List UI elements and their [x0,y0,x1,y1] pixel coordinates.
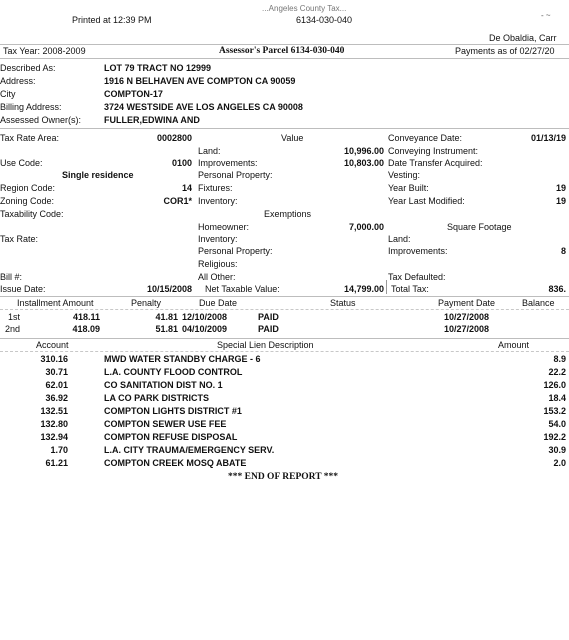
lien-description: L.A. COUNTY FLOOD CONTROL [104,367,243,377]
lien-account: 1.70 [50,445,68,455]
installment-header-due-date: Due Date [199,298,238,308]
year-built-value: 19 [555,183,566,193]
lien-amount: 126.0 [543,380,566,390]
conveyance-date-value: 01/13/19 [530,133,566,143]
square-footage-heading: Square Footage [447,222,512,232]
installment-header-status: Status [330,298,356,308]
date-transfer-label: Date Transfer Acquired: [388,158,483,168]
sqft-improvements-value: 8 [560,246,566,256]
use-code-value: 0100 [171,158,192,168]
payments-as-of: Payments as of 02/27/20 [455,46,555,56]
lien-description: MWD WATER STANDBY CHARGE - 6 [104,354,261,364]
lien-header-rule [0,351,569,352]
lien-header-account: Account [36,340,69,350]
corner-mark: - ~ [541,11,551,20]
vesting-label: Vesting: [388,170,421,180]
lien-header-amount: Amount [498,340,530,350]
installment-header-penalty: Penalty [131,298,162,308]
bill-number-label: Bill #: [0,272,23,282]
zoning-code-label: Zoning Code: [0,196,55,206]
installment-header-rule [0,309,569,310]
described-as-label: Described As: [0,63,56,73]
title-rule-top [0,44,569,45]
use-code-label: Use Code: [0,158,43,168]
region-code-value: 14 [181,183,192,193]
religious-label: Religious: [198,259,238,269]
lien-amount: 30.9 [548,445,566,455]
net-taxable-value: 14,799.00 [343,284,384,294]
lien-description: COMPTON SEWER USE FEE [104,419,227,429]
issue-date-value: 10/15/2008 [146,284,192,294]
fixtures-label: Fixtures: [198,183,233,193]
net-taxable-label: Net Taxable Value: [205,284,280,294]
installment-due-date: 12/10/2008 [182,312,228,322]
lien-description: CO SANITATION DIST NO. 1 [104,380,223,390]
lien-amount: 22.2 [548,367,566,377]
lien-amount: 2.0 [553,458,566,468]
homeowner-label: Homeowner: [198,222,250,232]
address-value: 1916 N BELHAVEN AVE COMPTON CA 90059 [104,76,296,86]
tax-rate-area-label: Tax Rate Area: [0,133,60,143]
personal-property-label: Personal Property: [198,170,273,180]
tax-defaulted-label: Tax Defaulted: [388,272,446,282]
lien-account: 61.21 [45,458,68,468]
owners-label: Assessed Owner(s): [0,115,82,125]
owners-value: FULLER,EDWINA AND [104,115,200,125]
installment-rule-top [0,296,569,297]
lien-account: 132.94 [40,432,68,442]
property-rule [0,128,569,129]
billing-address-value: 3724 WESTSIDE AVE LOS ANGELES CA 90008 [104,102,303,112]
lien-account: 132.51 [40,406,68,416]
installment-amount: 418.09 [72,324,100,334]
zoning-code-value: COR1* [163,196,192,206]
sqft-land-label: Land: [388,234,411,244]
installment-penalty: 51.81 [155,324,178,334]
county-header-cut: ...Angeles County Tax... [262,4,347,13]
lien-amount: 54.0 [548,419,566,429]
installment-header-amount: Installment Amount [17,298,94,308]
lien-amount: 153.2 [543,406,566,416]
city-value: COMPTON-17 [104,89,163,99]
installment-header-balance: Balance [522,298,555,308]
lien-description: L.A. CITY TRAUMA/EMERGENCY SERV. [104,445,275,455]
described-as-value: LOT 79 TRACT NO 12999 [104,63,212,73]
assessor-parcel-title: Assessor's Parcel 6134-030-040 [219,46,345,56]
lien-description: LA CO PARK DISTRICTS [104,393,209,403]
exempt-personal-property-label: Personal Property: [198,246,273,256]
improvements-value: 10,803.00 [343,158,384,168]
lien-amount: 192.2 [543,432,566,442]
all-other-label: All Other: [198,272,236,282]
value-heading: Value [281,133,304,143]
lien-account: 62.01 [45,380,68,390]
installment-number: 2nd [4,324,20,334]
installment-status: PAID [258,324,279,334]
use-code-description: Single residence [62,170,134,180]
region-code-label: Region Code: [0,183,56,193]
conveying-instrument-label: Conveying Instrument: [388,146,479,156]
tax-year: Tax Year: 2008-2009 [3,46,86,56]
inventory-label: Inventory: [198,196,238,206]
title-rule-bottom [0,58,569,59]
issue-date-label: Issue Date: [0,284,46,294]
parcel-number-top: 6134-030-040 [296,15,353,25]
installment-payment-date: 10/27/2008 [444,324,490,334]
installment-amount: 418.11 [72,312,100,322]
billing-address-label: Billing Address: [0,102,62,112]
installment-payment-date: 10/27/2008 [444,312,490,322]
lien-rule-top [0,338,569,339]
city-label: City [0,89,16,99]
tax-rate-label: Tax Rate: [0,234,39,244]
installment-due-date: 04/10/2009 [182,324,228,334]
lien-amount: 18.4 [548,393,566,403]
lien-header-description: Special Lien Description [217,340,314,350]
year-last-modified-label: Year Last Modified: [388,196,465,206]
lien-amount: 8.9 [553,354,566,364]
lien-account: 132.80 [40,419,68,429]
total-tax-label: Total Tax: [391,284,429,294]
year-last-modified-value: 19 [555,196,566,206]
year-built-label: Year Built: [388,183,429,193]
total-tax-divider [386,280,387,294]
exempt-inventory-label: Inventory: [198,234,238,244]
total-tax-value: 836. [548,284,566,294]
lien-description: COMPTON REFUSE DISPOSAL [104,432,238,442]
installment-penalty: 41.81 [155,312,178,322]
installment-number: 1st [7,312,20,322]
land-value: 10,996.00 [343,146,384,156]
lien-description: COMPTON LIGHTS DISTRICT #1 [104,406,242,416]
lien-account: 310.16 [40,354,68,364]
address-label: Address: [0,76,36,86]
taxability-code-label: Taxability Code: [0,209,64,219]
end-of-report: *** END OF REPORT *** [228,472,338,482]
homeowner-value: 7,000.00 [348,222,384,232]
exemptions-heading: Exemptions [264,209,312,219]
tax-rate-area-value: 0002800 [156,133,192,143]
lien-account: 36.92 [45,393,68,403]
land-label: Land: [198,146,221,156]
sqft-improvements-label: Improvements: [388,246,448,256]
lien-description: COMPTON CREEK MOSQ ABATE [104,458,247,468]
requester-name: De Obaldia, Carr [489,33,557,43]
conveyance-date-label: Conveyance Date: [388,133,463,143]
lien-account: 30.71 [45,367,68,377]
improvements-label: Improvements: [198,158,258,168]
printed-time: Printed at 12:39 PM [72,15,152,25]
installment-status: PAID [258,312,279,322]
installment-header-payment-date: Payment Date [438,298,496,308]
